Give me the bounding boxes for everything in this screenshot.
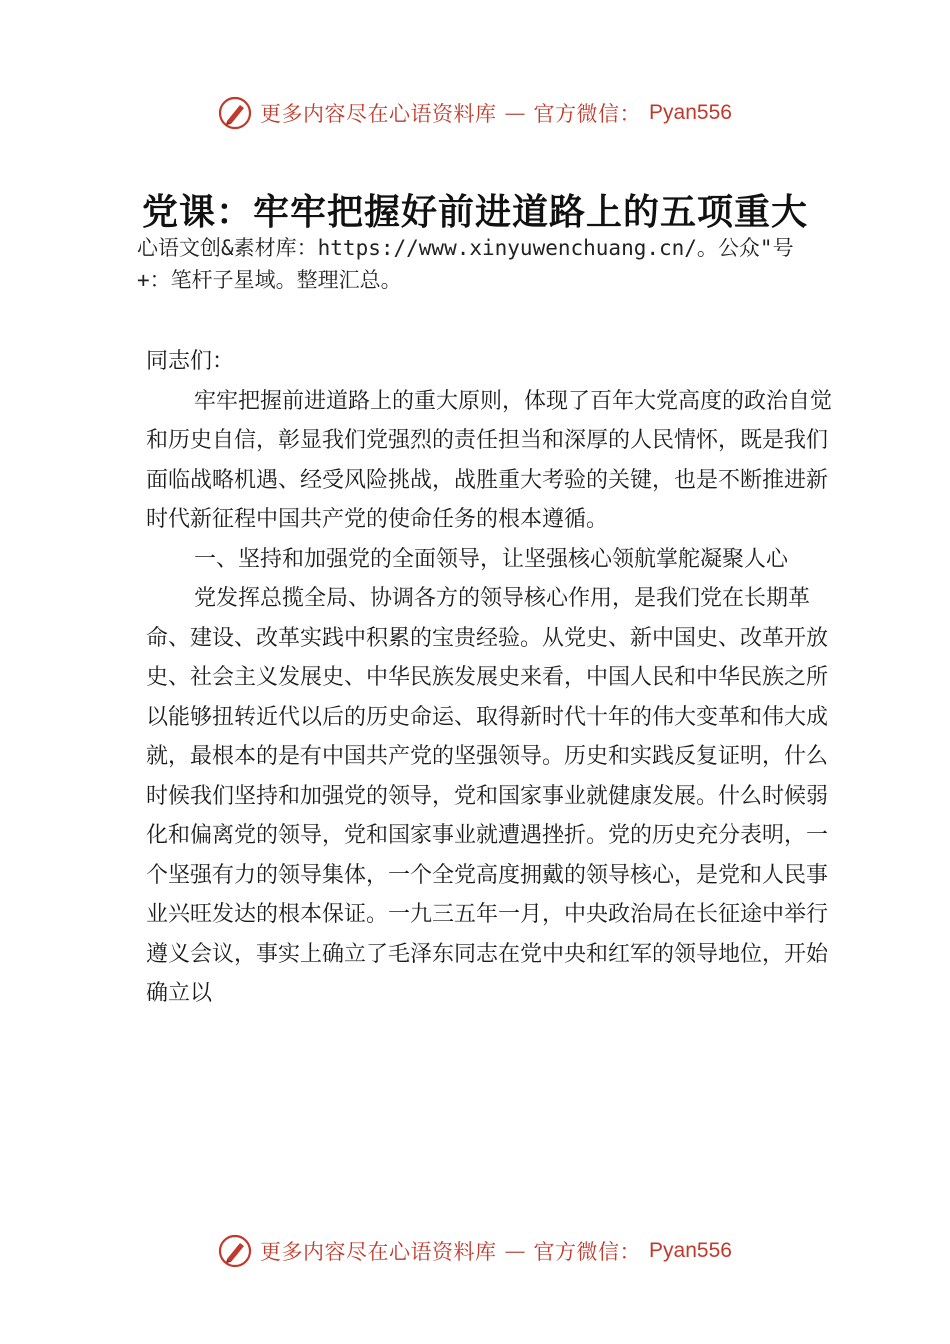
banner-wechat-id: Pyan556 [649,101,732,124]
document-title: 党课：牢牢把握好前进道路上的五项重大 [141,191,808,233]
pen-logo-icon [218,1234,252,1268]
pen-logo-icon [218,96,252,130]
banner-separator: — [504,101,526,125]
banner-separator: — [504,1239,526,1263]
banner-text: 更多内容尽在心语资料库 [260,102,497,126]
paragraph: 党发挥总揽全局、协调各方的领导核心作用，是我们党在长期革命、建设、改革实践中积累的宝贵经验。从党史、新中国史、改革开放史、社会主义发展史、中华民族发展史来看，中国人民和中华民族之所以能够扭转近代以后的历史命运、取得新时代十年的伟大变革和伟大成就，最根本的是有中国共产党的坚强领导。历史和实践反复证明，什么时候我们坚持和加强党的领导，党和国家事业就健康发展。什么时候弱化和偏离党的领导，党和国家事业就遭遇挫折。党的历史充分表明，一个坚强有力的领导集体，一个全党高度拥戴的领导核心，是党和人民事业兴旺发达的根本保证。一九三五年一月，中央政治局在长征途中举行遵义会议，事实上确立了毛泽东同志在党中央和红军的领导地位，开始确立以 [146,586,829,1006]
footer-banner [0,1231,950,1271]
paragraph: 牢牢把握前进道路上的重大原则，体现了百年大党高度的政治自觉和历史自信，彰显我们党强烈的责任担当和深厚的人民情怀，既是我们面临战略机遇、经受风险挑战，战胜重大考验的关键，也是不断推进新时代新征程中国共产党的使命任务的根本遵循。 [146,388,833,532]
source-note: 心语文创&素材库：https://www.xinyuwenchuang.cn/。公众"号+：笔杆子星域。整理汇总。 [137,236,794,292]
document-body [146,342,836,1014]
banner-wechat-id: Pyan556 [649,1239,732,1262]
section-heading: 一、坚持和加强党的全面领导，让坚强核心领航掌舵凝聚人心 [194,546,789,572]
salutation: 同志们： [146,349,235,374]
banner-label: 官方微信： [533,102,642,126]
banner-label: 官方微信： [533,1240,642,1264]
banner-text: 更多内容尽在心语资料库 [260,1240,497,1264]
header-banner [0,93,950,133]
